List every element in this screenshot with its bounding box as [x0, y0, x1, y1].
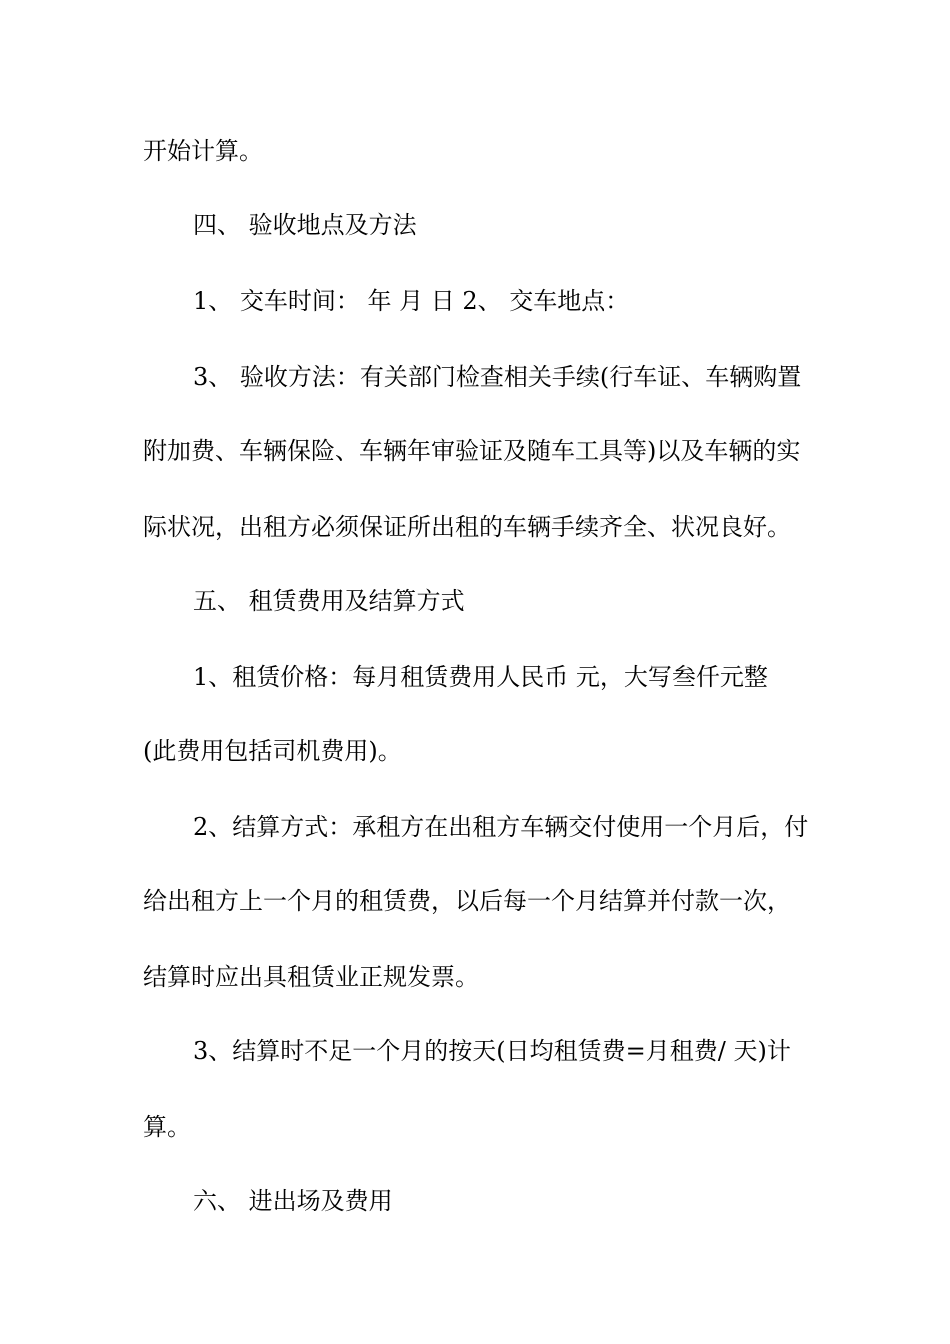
- text-line-1: 开始计算。: [143, 137, 263, 165]
- section-heading-5: 五、 租赁费用及结算方式: [193, 587, 465, 615]
- section-heading-6: 六、 进出场及费用: [193, 1187, 393, 1215]
- text-line-4: 3、 验收方法：有关部门检查相关手续(行车证、车辆购置: [193, 363, 802, 391]
- text-line-3: 1、 交车时间： 年 月 日 2、 交车地点：: [193, 287, 630, 315]
- text-line-8: 1、租赁价格：每月租赁费用人民币 元，大写叁仟元整: [193, 663, 768, 691]
- text-line-5: 附加费、车辆保险、车辆年审验证及随车工具等)以及车辆的实: [143, 437, 801, 465]
- text-line-6: 际状况，出租方必须保证所出租的车辆手续齐全、状况良好。: [143, 513, 791, 541]
- text-line-14: 算。: [143, 1113, 191, 1141]
- text-line-10: 2、结算方式：承租方在出租方车辆交付使用一个月后，付: [193, 813, 809, 841]
- text-line-13: 3、结算时不足一个月的按天(日均租赁费=月租费/ 天)计: [193, 1037, 791, 1065]
- text-line-12: 结算时应出具租赁业正规发票。: [143, 963, 479, 991]
- section-heading-4: 四、 验收地点及方法: [193, 211, 417, 239]
- text-line-9: (此费用包括司机费用)。: [143, 737, 402, 765]
- text-line-11: 给出租方上一个月的租赁费，以后每一个月结算并付款一次，: [143, 887, 791, 915]
